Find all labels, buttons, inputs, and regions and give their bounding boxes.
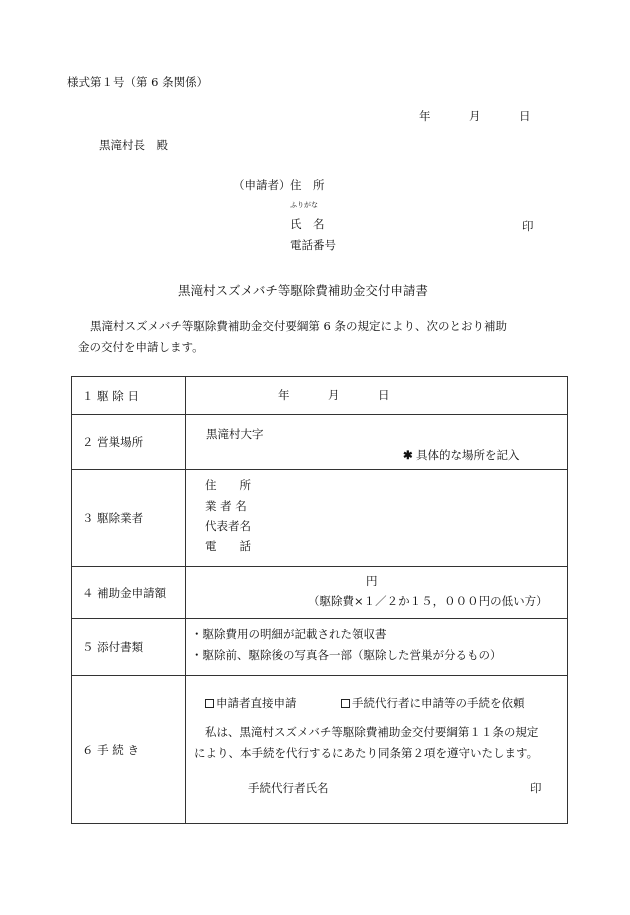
field-subsidy-amount[interactable] — [186, 567, 568, 619]
procedure-statement-line-1: 私は、黒滝村スズメバチ等駆除費補助金交付要綱第１１条の規定 — [205, 725, 539, 739]
option-agent[interactable] — [341, 698, 525, 710]
option-direct-label: 申請者直接申請 — [216, 696, 297, 710]
row-nest-location — [72, 415, 568, 470]
application-form-table — [71, 376, 568, 824]
row-attachments — [72, 619, 568, 676]
contractor-company-label: 業 者 名 — [205, 499, 247, 513]
nest-location-note: 具体的な場所を記入 — [416, 448, 520, 462]
applicant-address-label: 住 所 — [290, 178, 325, 192]
label-extermination-date: １ 駆 除 日 — [72, 377, 186, 415]
attachment-item: ・駆除前、駆除後の写真各一部（駆除した営巣が分るもの） — [191, 648, 502, 662]
attachment-item: ・駆除費用の明細が記載された領収書 — [191, 627, 387, 641]
applicant-furigana-label: ふりがな — [290, 201, 318, 209]
applicant-role-label: （申請者） — [233, 178, 291, 192]
label-procedure: ６ 手 続 き — [72, 676, 186, 824]
date-day-label: 日 — [519, 109, 531, 123]
procedure-statement-line-2: により、本手続を代行するにあたり同条第２項を遵守いたします。 — [194, 746, 539, 760]
extermination-year-label: 年 — [278, 388, 290, 402]
row-extermination-date — [72, 377, 568, 415]
agent-application-checkbox[interactable] — [341, 699, 350, 708]
intro-line-2: 金の交付を申請します。 — [78, 340, 204, 354]
nest-location-value: 黒滝村大字 — [206, 427, 264, 441]
label-contractor: ３ 駆除業者 — [72, 470, 186, 567]
document-title: 黒滝村スズメバチ等駆除費補助金交付申請書 — [178, 283, 428, 298]
row-subsidy-amount — [72, 567, 568, 619]
contractor-representative-label: 代表者名 — [205, 519, 251, 533]
field-contractor[interactable] — [186, 470, 568, 567]
subsidy-note: （駆除費×１／２か１５，０００円の低い方） — [308, 594, 548, 608]
date-month-label: 月 — [469, 109, 481, 123]
option-direct[interactable] — [205, 698, 297, 710]
intro-line-1: 黒滝村スズメバチ等駆除費補助金交付要綱第 6 条の規定により、次のとおり補助 — [90, 319, 508, 333]
label-nest-location: ２ 営巣場所 — [72, 415, 186, 470]
agent-seal: 印 — [530, 781, 542, 795]
row-contractor — [72, 470, 568, 567]
date-year-label: 年 — [419, 109, 431, 123]
extermination-day-label: 日 — [378, 388, 390, 402]
field-procedure — [186, 676, 568, 824]
label-subsidy-amount: ４ 補助金申請額 — [72, 567, 186, 619]
option-agent-label: 手続代行者に申請等の手続を依頼 — [352, 696, 525, 710]
applicant-seal: 印 — [522, 219, 534, 233]
label-attachments: ５ 添付書類 — [72, 619, 186, 676]
form-number: 様式第１号（第 6 条関係） — [67, 75, 209, 89]
field-nest-location[interactable] — [186, 415, 568, 470]
field-extermination-date[interactable] — [186, 377, 568, 415]
addressee: 黒滝村長 殿 — [99, 138, 168, 152]
row-procedure — [72, 676, 568, 824]
asterisk-icon: ✱ — [403, 448, 413, 462]
contractor-address-label: 住 所 — [205, 478, 251, 492]
subsidy-unit: 円 — [366, 574, 378, 588]
direct-application-checkbox[interactable] — [205, 699, 214, 708]
applicant-name-label: 氏 名 — [290, 217, 325, 231]
field-attachments — [186, 619, 568, 676]
contractor-phone-label: 電 話 — [205, 539, 251, 553]
agent-name-label: 手続代行者氏名 — [248, 781, 329, 795]
applicant-phone-label: 電話番号 — [290, 238, 336, 252]
extermination-month-label: 月 — [328, 388, 340, 402]
